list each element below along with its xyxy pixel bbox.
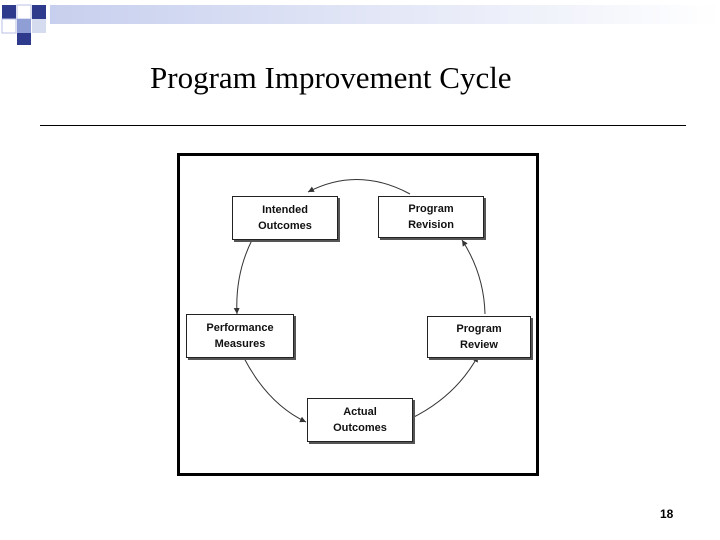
page-number: 18 [660,507,674,521]
node-label: Measures [214,338,266,350]
node-label: Revision [408,219,454,231]
node-actual-outcomes [307,398,413,442]
deco-square [17,33,31,45]
deco-square [32,19,46,33]
cycle-diagram [177,153,539,476]
node-program-revision [378,196,484,238]
slide-title: Program Improvement Cycle [150,60,512,95]
node-label: Actual [343,406,377,418]
deco-square [2,5,16,19]
deco-square [2,19,16,33]
corner-decoration [0,0,720,46]
node-label: Outcomes [333,422,387,434]
node-program-review [427,316,531,358]
title-divider [40,125,686,126]
deco-square [17,19,31,33]
arrow-actual-to-review [412,356,478,418]
node-label: Review [460,339,498,351]
node-label: Program [456,323,502,335]
arrow-intended-to-measures [237,240,252,314]
node-label: Intended [262,204,308,216]
arrow-review-to-revision [462,240,485,314]
deco-square [17,5,31,19]
arrow-measures-to-actual [244,358,306,422]
node-intended-outcomes [232,196,338,240]
arrow-revision-to-intended [308,179,410,194]
node-label: Outcomes [258,220,312,232]
deco-square [32,5,46,19]
node-label: Performance [206,322,274,334]
deco-gradient-bar [50,5,720,24]
node-performance-measures [186,314,294,358]
node-label: Program [408,203,454,215]
